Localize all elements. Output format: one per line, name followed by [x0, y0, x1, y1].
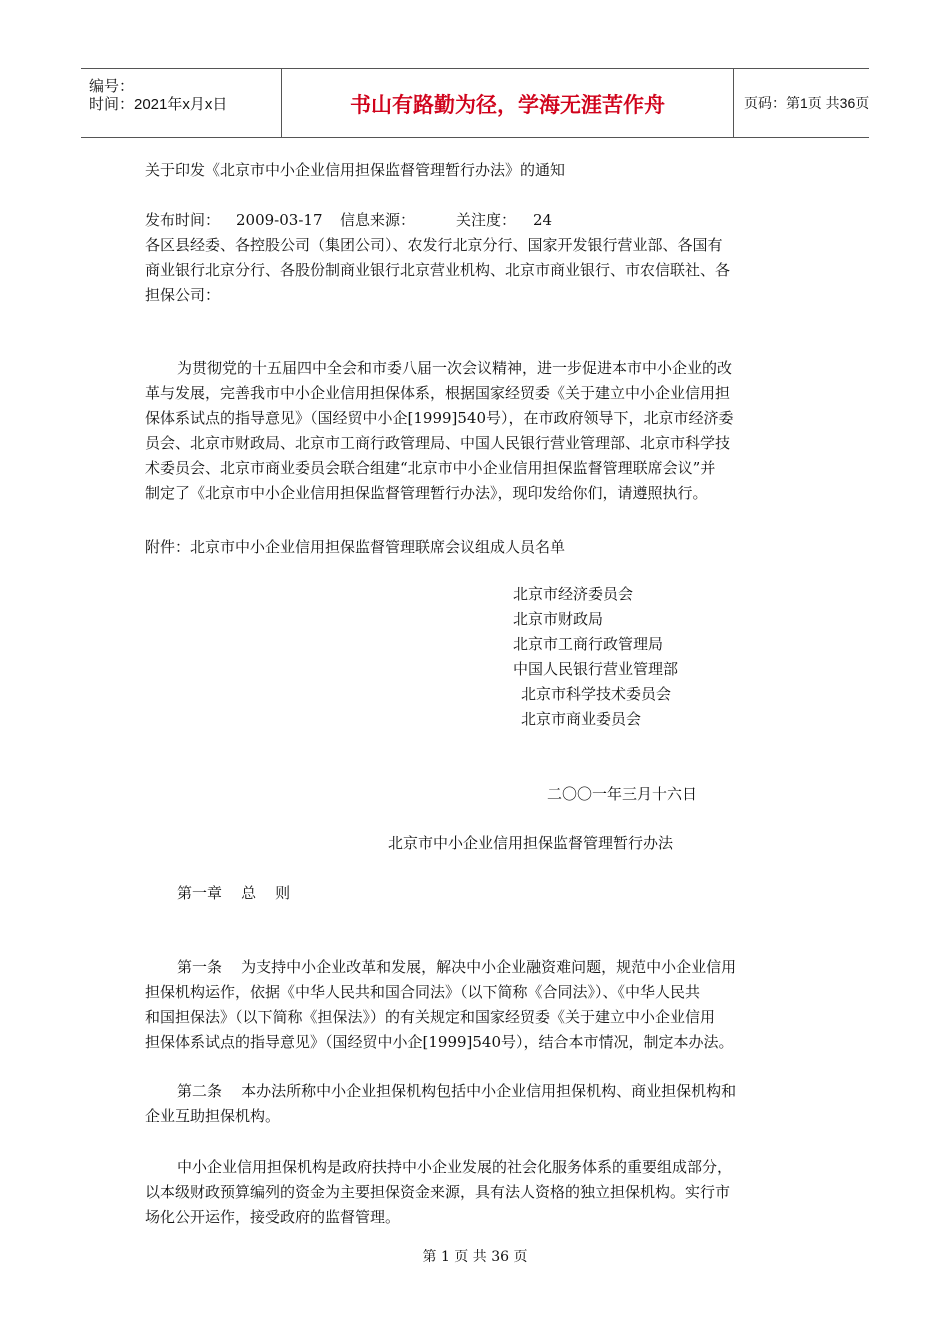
source-label: 信息来源：: [340, 211, 416, 229]
chapter-heading: 第一章 总 则: [177, 884, 291, 902]
article-line: 场化公开运作，接受政府的监督管理。: [145, 1208, 401, 1226]
article-line: 担保机构运作，依据《中华人民共和国合同法》（以下简称《合同法》）、《中华人民共: [145, 983, 701, 1001]
page-footer: 第 1 页 共 36 页: [422, 1249, 528, 1265]
article-line: 和国担保法》（以下简称《担保法》）的有关规定和国家经贸委《关于建立中小企业信用: [145, 1008, 716, 1026]
addressees: [145, 233, 810, 308]
signatory: 北京市经济委员会: [513, 585, 634, 603]
article-line: 中小企业信用担保机构是政府扶持中小企业发展的社会化服务体系的重要组成部分，: [177, 1158, 733, 1176]
document-header: [81, 68, 869, 138]
article-1: [145, 955, 810, 1055]
notice-date: 二〇〇一年三月十六日: [547, 785, 698, 803]
notice-body: [145, 356, 810, 506]
body-line: 为贯彻党的十五届四中全会和市委八届一次会议精神，进一步促进本市中小企业的改: [177, 359, 733, 377]
regulation-title: 北京市中小企业信用担保监督管理暂行办法: [388, 834, 674, 852]
publish-label: 发布时间：: [145, 211, 221, 229]
body-line: 革与发展，完善我市中小企业信用担保体系，根据国家经贸委《关于建立中小企业信用担: [145, 384, 731, 402]
time-label: 时间：2021年x月x日: [89, 96, 228, 113]
signatory: 北京市科学技术委员会: [521, 685, 672, 703]
addressee-line: 担保公司：: [145, 286, 221, 304]
article-line: 企业互助担保机构。: [145, 1107, 281, 1125]
attention-label: 关注度：: [456, 211, 517, 229]
signatory: 北京市商业委员会: [521, 710, 642, 728]
article-line: 担保体系试点的指导意见》（国经贸中小企[1999]540号），结合本市情况，制定本办法。: [145, 1033, 734, 1051]
body-line: 制定了《北京市中小企业信用担保监督管理暂行办法》，现印发给你们，请遵照执行。: [145, 484, 708, 502]
signatory: 中国人民银行营业管理部: [513, 660, 679, 678]
body-line: 术委员会、北京市商业委员会联合组建“北京市中小企业信用担保监督管理联席会议”并: [145, 459, 716, 477]
publish-date: 2009-03-17: [236, 211, 323, 229]
article-line: 第二条 本办法所称中小企业担保机构包括中小企业信用担保机构、商业担保机构和: [177, 1082, 737, 1100]
addressee-line: 各区县经委、各控股公司（集团公司）、农发行北京分行、国家开发银行营业部、各国有: [145, 236, 723, 254]
signatory: 北京市工商行政管理局: [513, 635, 664, 653]
body-line: 员会、北京市财政局、北京市工商行政管理局、中国人民银行营业管理部、北京市科学技: [145, 434, 731, 452]
article-line: 第一条 为支持中小企业改革和发展，解决中小企业融资难问题，规范中小企业信用: [177, 958, 737, 976]
article-2-paragraph-2: [145, 1155, 810, 1230]
article-line: 以本级财政预算编列的资金为主要担保资金来源，具有法人资格的独立担保机构。实行市: [145, 1183, 731, 1201]
signatory: 北京市财政局: [513, 610, 604, 628]
attention-value: 24: [533, 211, 553, 229]
motto-text: 书山有路勤为径，学海无涯苦作舟: [350, 93, 665, 117]
page-code: 页码：第1页 共36页: [744, 95, 870, 111]
header-page-cell: [734, 69, 869, 137]
header-left-cell: [81, 69, 282, 137]
addressee-line: 商业银行北京分行、各股份制商业银行北京营业机构、北京市商业银行、市农信联社、各: [145, 261, 731, 279]
number-label: 编号：: [89, 78, 135, 95]
notice-title: 关于印发《北京市中小企业信用担保监督管理暂行办法》的通知: [145, 161, 566, 179]
attachment-line: 附件：北京市中小企业信用担保监督管理联席会议组成人员名单: [145, 538, 566, 556]
body-line: 保体系试点的指导意见》（国经贸中小企[1999]540号），在市政府领导下，北京市经济委: [145, 409, 734, 427]
header-motto-cell: [282, 69, 734, 137]
article-2: [145, 1079, 810, 1129]
